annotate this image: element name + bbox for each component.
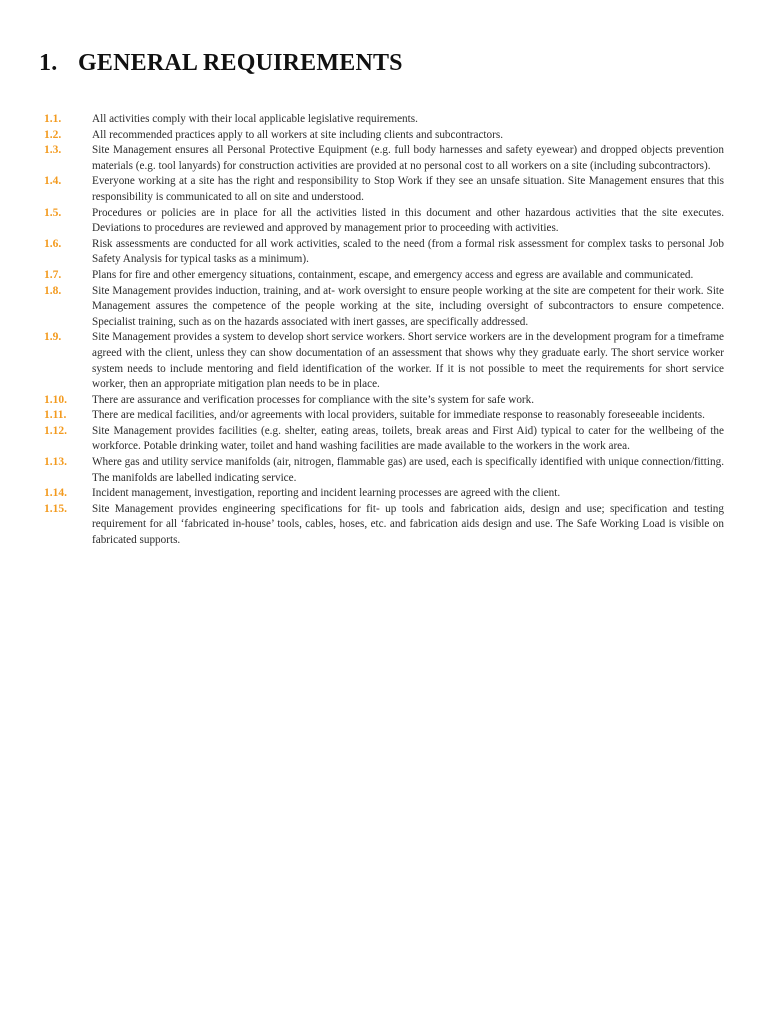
requirement-number: 1.14. [44,487,67,500]
requirement-text: Procedures or policies are in place for all the activities listed in this document and other hazardous activities that the site executes. Deviations to procedures are reviewed and approved by management prior to proceeding with activities. [92,206,724,235]
requirement-text: There are assurance and verification processes for compliance with the site’s system for safe work. [92,393,535,406]
requirement-text: Everyone working at a site has the right and responsibility to Stop Work if they see an unsafe situation. Site Management ensures that this responsibility is communicated to all on site and understood. [92,175,724,203]
requirement-item [44,330,724,392]
requirement-text: Site Management ensures all Personal Protective Equipment (e.g. full body harnesses and safety eyewear) and dropped objects prevention materials (e.g. tool lanyards) for construction activities are provided at no personal cost to all workers on a site (including subcontractors). [92,144,724,172]
requirement-number: 1.12. [44,424,67,437]
requirement-item [44,284,724,331]
requirement-number: 1.9. [44,331,62,344]
requirement-text: Plans for fire and other emergency situations, containment, escape, and emergency access and egress are available and communicated. [92,268,694,281]
requirement-text: There are medical facilities, and/or agreements with local providers, suitable for immediate response to reasonably foreseeable incidents. [92,409,705,422]
requirement-item [44,174,724,205]
requirement-item [44,424,724,455]
requirement-number: 1.10. [44,393,67,406]
requirement-text: All activities comply with their local applicable legislative requirements. [92,113,418,125]
requirement-number: 1.6. [44,237,62,250]
requirement-item [44,143,724,174]
section-heading [39,50,403,77]
requirement-text: Site Management provides facilities (e.g. shelter, eating areas, toilets, break areas and First Aid) typical to cater for the wellbeing of the workforce. Potable drinking water, toilet and hand washing facilities are made available to the workers in the work area. [92,424,724,453]
requirement-item [44,268,724,284]
requirement-text: Risk assessments are conducted for all work activities, scaled to the need (from a formal risk assessment for complex tasks to personal Job Safety Analysis for typical tasks as a minimum). [92,237,724,266]
requirement-item [44,455,724,486]
requirement-item [44,408,724,424]
requirement-text: Site Management provides a system to develop short service workers. Short service workers are in the development program for a timeframe agreed with the client, unless they can show documentation of an assessment that shows why they graduate early. The short service worker system needs to include mentoring and field identification of the worker. If it is not possible to meet the requirements for short service worker, then an appropriate mitigation plan needs to be in place. [92,331,724,391]
section-number: 1. [39,50,58,76]
requirement-text: Site Management provides engineering specifications for fit- up tools and fabrication aids, design and use; specification and testing requirement for all ‘fabricated in-house’ tools, cables, hoses, etc. and fabrication aids design and use. The Safe Working Load is visible on fabricated supports. [92,502,724,547]
requirement-item [44,486,724,502]
requirement-number: 1.1. [44,113,62,125]
requirement-number: 1.3. [44,144,62,157]
requirement-item [44,393,724,409]
requirement-number: 1.4. [44,175,62,188]
section-title: GENERAL REQUIREMENTS [78,50,403,76]
requirement-number: 1.2. [44,128,62,141]
requirement-number: 1.5. [44,206,62,219]
requirement-number: 1.13. [44,456,67,469]
requirement-item [44,112,724,128]
requirement-item [44,128,724,144]
requirement-text: Incident management, investigation, reporting and incident learning processes are agreed with the client. [92,487,561,500]
requirement-number: 1.7. [44,268,62,281]
requirement-number: 1.8. [44,284,62,297]
requirement-item [44,206,724,237]
requirement-text: Site Management provides induction, training, and at- work oversight to ensure people working at the site are competent for their work. Site Management assures the competence of the people working at the site, including oversight of subcontractors to ensure competence. Specialist training, such as on the hazards associated with inert gasses, are specifically addressed. [92,284,724,328]
requirement-number: 1.15. [44,502,67,515]
requirement-text: All recommended practices apply to all workers at site including clients and subcontractors. [92,128,504,141]
requirement-item [44,502,724,549]
requirement-item [44,237,724,268]
requirement-number: 1.11. [44,409,67,422]
requirement-text: Where gas and utility service manifolds (air, nitrogen, flammable gas) are used, each is specifically identified with unique connection/fitting. The manifolds are labelled indicating service. [92,456,724,484]
requirements-list [44,112,724,549]
